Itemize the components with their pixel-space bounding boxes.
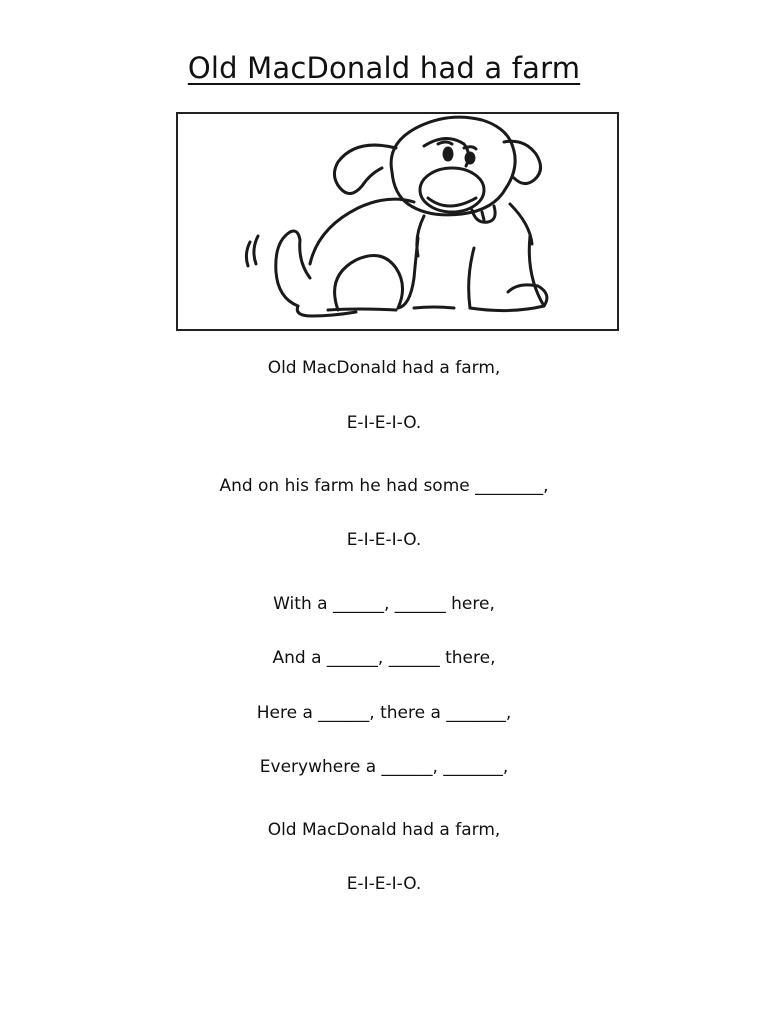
lyric-line-1: Old MacDonald had a farm, [267, 358, 501, 378]
lyric-line-6: And a ______, ______ there, [272, 648, 496, 668]
dog-illustration-icon [178, 114, 617, 329]
lyric-line-5: With a ______, ______ here, [273, 594, 495, 614]
lyric-line-2: E-I-E-I-O. [346, 413, 422, 433]
picture-frame [176, 112, 619, 331]
lyric-line-8: Everywhere a ______, _______, [259, 757, 509, 777]
lyric-line-4: E-I-E-I-O. [346, 530, 422, 550]
lyric-line-9: Old MacDonald had a farm, [267, 820, 501, 840]
page-title: Old MacDonald had a farm [187, 51, 581, 85]
lyric-line-7: Here a ______, there a _______, [256, 703, 512, 723]
lyric-line-10: E-I-E-I-O. [346, 874, 422, 894]
lyric-line-3: And on his farm he had some ________, [219, 476, 549, 496]
